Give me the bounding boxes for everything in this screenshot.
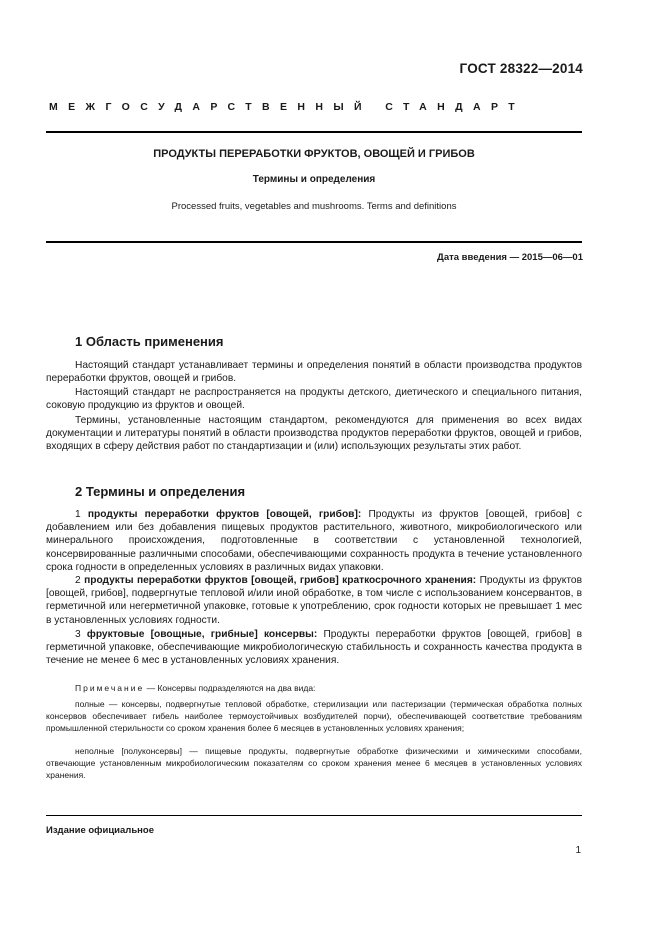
term-number: 3	[75, 629, 81, 640]
term-definition: Продукты из фруктов [овощей, грибов] с добавлением или без добавления пищевых продуктов растительного, животного, микробиологического или минерального происхождения, подготовленные в соответствии с установленной технологией, консервированные различными способами, обеспечивающими сохранность продукта в течение установленного срока годности в определенных условиях в различных видах упаковки.	[46, 509, 583, 573]
note-item: неполные [полуконсервы] — пищевые продукты, подвергнутые обработке физическими и химическими способами, отвечающие установленным микробиологическим показателям со сроком хранения менее 6 месяцев в установленных условиях хранения.	[46, 746, 582, 780]
note-item: полные — консервы, подвергнутые тепловой обработке, стерилизации или пастеризации (термическая обработка полных консервов обеспечивает гибель наиболее термоустойчивых возбудителей порчи), обеспечивающей соответствие требованиям промышленной стерильности со сроком хранения более 6 месяцев в установленных условиях хранения;	[46, 699, 582, 733]
document-subtitle: Термины и определения	[252, 174, 376, 185]
term-definition: Продукты из фруктов [овощей, грибов], подвергнутые тепловой и/или иной обработке, в том числе с использованием консервантов, в герметичной или негерметичной упаковке, готовые к употреблению, срок годности которых не превышает 1 мес в установленных условиях годности.	[46, 575, 582, 626]
page-number: 1	[575, 845, 581, 856]
note-label: Примечание	[75, 683, 145, 693]
document-title: ПРОДУКТЫ ПЕРЕРАБОТКИ ФРУКТОВ, ОВОЩЕЙ И ГРИБОВ	[153, 148, 475, 160]
section-1-paragraph: Настоящий стандарт устанавливает термины и определения понятий в области производства продуктов переработки фруктов, овощей и грибов.	[46, 360, 582, 385]
official-edition-label: Издание официальное	[46, 825, 154, 836]
term-definition: Продукты переработки фруктов [овощей, грибов] в герметичной упаковке, обеспечивающие микробиологическую стабильность и сохранность качества продукта в течение не менее 6 мес в установленных условиях хранения.	[46, 629, 582, 667]
section-1-paragraph: Термины, установленные настоящим стандартом, рекомендуются для применения во всех видах документации и литературы понятий в области производства продуктов переработки фруктов, овощей и грибов, входящих в сферу действия работ по стандартизации и (или) использующих результаты этих работ.	[46, 415, 582, 453]
term-number: 1	[75, 509, 81, 520]
term-name: продукты переработки фруктов [овощей, грибов] краткосрочного хранения:	[84, 575, 477, 586]
section-1-heading: 1 Область применения	[75, 334, 224, 349]
section-1-paragraph: Настоящий стандарт не распространяется на продукты детского, диетического и специального питания, соковую продукцию из фруктов и овощей.	[46, 387, 582, 412]
note-intro	[46, 683, 582, 695]
top-divider	[46, 131, 582, 133]
document-title-english: Processed fruits, vegetables and mushrooms. Terms and definitions	[171, 201, 457, 212]
term-name: фруктовые [овощные, грибные] консервы:	[86, 629, 318, 640]
term-entry	[46, 508, 582, 574]
note-intro-text: — Консервы подразделяются на два вида:	[146, 683, 316, 693]
term-entry	[46, 628, 582, 668]
gost-code: ГОСТ 28322—2014	[459, 61, 583, 76]
standard-type-heading: МЕЖГОСУДАРСТВЕННЫЙ СТАНДАРТ	[49, 101, 526, 113]
term-entry	[46, 574, 582, 627]
term-name: продукты переработки фруктов [овощей, грибов]:	[87, 509, 362, 520]
section-2-heading: 2 Термины и определения	[75, 484, 246, 499]
footer-divider	[46, 815, 582, 816]
introduction-date: Дата введения — 2015—06—01	[437, 252, 583, 263]
term-number: 2	[75, 575, 81, 586]
title-divider	[46, 241, 582, 243]
